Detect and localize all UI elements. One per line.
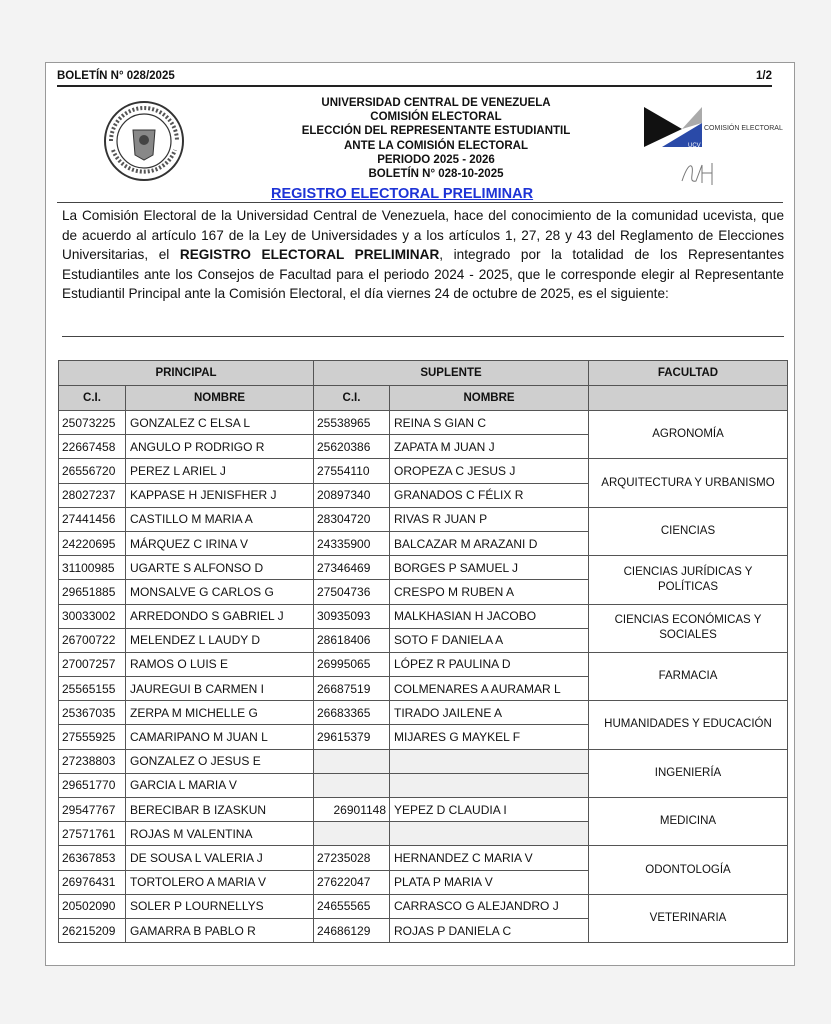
document-title: REGISTRO ELECTORAL PRELIMINAR — [271, 186, 534, 202]
suplente-ci: 28304720 — [314, 507, 390, 531]
principal-name: ZERPA M MICHELLE G — [126, 701, 314, 725]
suplente-ci: 20897340 — [314, 483, 390, 507]
svg-text:UCV: UCV — [688, 143, 701, 149]
suplente-ci: 26683365 — [314, 701, 390, 725]
principal-name: ROJAS M VALENTINA — [126, 822, 314, 846]
table-row — [59, 798, 788, 822]
document-page — [45, 62, 795, 966]
principal-name: JAUREGUI B CARMEN I — [126, 677, 314, 701]
commission-logo-icon — [642, 103, 783, 151]
suplente-ci — [314, 749, 390, 773]
university-seal-icon — [103, 100, 185, 182]
faculty-name: CIENCIAS ECONÓMICAS Y SOCIALES — [589, 604, 788, 652]
suplente-ci: 24655565 — [314, 894, 390, 918]
suplente-ci: 24686129 — [314, 918, 390, 942]
svg-text:COMISIÓN ELECTORAL: COMISIÓN ELECTORAL — [704, 125, 783, 132]
principal-name: CAMARIPANO M JUAN L — [126, 725, 314, 749]
document-top-bar — [57, 69, 772, 87]
faculty-name: INGENIERÍA — [589, 749, 788, 797]
faculty-name: FARMACIA — [589, 652, 788, 700]
principal-name: MÁRQUEZ C IRINA V — [126, 531, 314, 555]
principal-name: GAMARRA B PABLO R — [126, 918, 314, 942]
suplente-name: BORGES P SAMUEL J — [390, 556, 589, 580]
principal-name: CASTILLO M MARIA A — [126, 507, 314, 531]
suplente-ci: 25538965 — [314, 411, 390, 435]
faculty-name: CIENCIAS JURÍDICAS Y POLÍTICAS — [589, 556, 788, 604]
signature-icon — [676, 159, 726, 189]
suplente-name: TIRADO JAILENE A — [390, 701, 589, 725]
suplente-ci: 28618406 — [314, 628, 390, 652]
suplente-ci — [314, 822, 390, 846]
suplente-name: ZAPATA M JUAN J — [390, 435, 589, 459]
header-ci: C.I. — [59, 386, 126, 411]
header-line: BOLETÍN N° 028-10-2025 — [368, 168, 504, 181]
principal-ci: 27555925 — [59, 725, 126, 749]
suplente-name: RIVAS R JUAN P — [390, 507, 589, 531]
faculty-name: CIENCIAS — [589, 507, 788, 555]
page-number: 1/2 — [756, 70, 772, 82]
suplente-ci: 24335900 — [314, 531, 390, 555]
table-row — [59, 556, 788, 580]
principal-name: BERECIBAR B IZASKUN — [126, 798, 314, 822]
suplente-name — [390, 749, 589, 773]
principal-ci: 27238803 — [59, 749, 126, 773]
document-header — [226, 96, 646, 181]
faculty-name: ODONTOLOGÍA — [589, 846, 788, 894]
principal-name: UGARTE S ALFONSO D — [126, 556, 314, 580]
intro-text: La Comisión Electoral de la Universidad Central de Venezuela, hace del conocimiento de la comunidad ucevista, que de acuerdo al artículo 167 de la Ley de Universidades y a los artículos 1, 27, 28 y 43 del Reglamento de Elecciones Universitarias, el — [62, 208, 784, 262]
principal-ci: 26367853 — [59, 846, 126, 870]
suplente-name: OROPEZA C JESUS J — [390, 459, 589, 483]
suplente-name: COLMENARES A AURAMAR L — [390, 677, 589, 701]
table-row — [59, 411, 788, 435]
suplente-ci: 27235028 — [314, 846, 390, 870]
suplente-name: GRANADOS C FÉLIX R — [390, 483, 589, 507]
suplente-name: REINA S GIAN C — [390, 411, 589, 435]
principal-ci: 28027237 — [59, 483, 126, 507]
principal-name: MELENDEZ L LAUDY D — [126, 628, 314, 652]
suplente-name: CARRASCO G ALEJANDRO J — [390, 894, 589, 918]
principal-name: GONZALEZ O JESUS E — [126, 749, 314, 773]
faculty-name: AGRONOMÍA — [589, 411, 788, 459]
principal-ci: 24220695 — [59, 531, 126, 555]
faculty-name: HUMANIDADES Y EDUCACIÓN — [589, 701, 788, 749]
principal-name: TORTOLERO A MARIA V — [126, 870, 314, 894]
principal-name: MONSALVE G CARLOS G — [126, 580, 314, 604]
suplente-name: MIJARES G MAYKEL F — [390, 725, 589, 749]
table-row — [59, 846, 788, 870]
table-row — [59, 749, 788, 773]
principal-ci: 26215209 — [59, 918, 126, 942]
principal-ci: 31100985 — [59, 556, 126, 580]
suplente-ci: 26995065 — [314, 652, 390, 676]
principal-ci: 27441456 — [59, 507, 126, 531]
principal-ci: 20502090 — [59, 894, 126, 918]
intro-bold: REGISTRO ELECTORAL PRELIMINAR — [179, 247, 440, 262]
suplente-ci: 25620386 — [314, 435, 390, 459]
principal-name: PEREZ L ARIEL J — [126, 459, 314, 483]
principal-ci: 22667458 — [59, 435, 126, 459]
table-row — [59, 459, 788, 483]
suplente-name — [390, 773, 589, 797]
principal-ci: 26556720 — [59, 459, 126, 483]
suplente-ci: 26901148 — [314, 798, 390, 822]
table-row — [59, 894, 788, 918]
table-row — [59, 652, 788, 676]
faculty-name: ARQUITECTURA Y URBANISMO — [589, 459, 788, 507]
electoral-register-table — [58, 360, 788, 943]
principal-name: KAPPASE H JENISFHER J — [126, 483, 314, 507]
principal-ci: 25565155 — [59, 677, 126, 701]
suplente-name: PLATA P MARIA V — [390, 870, 589, 894]
suplente-ci: 29615379 — [314, 725, 390, 749]
faculty-name: VETERINARIA — [589, 894, 788, 942]
intro-paragraph — [62, 206, 784, 304]
principal-ci: 25073225 — [59, 411, 126, 435]
header-nombre: NOMBRE — [390, 386, 589, 411]
divider — [57, 202, 783, 203]
principal-ci: 27571761 — [59, 822, 126, 846]
header-principal: PRINCIPAL — [59, 361, 314, 386]
principal-ci: 29547767 — [59, 798, 126, 822]
header-ci: C.I. — [314, 386, 390, 411]
table-row — [59, 701, 788, 725]
boletin-number: BOLETÍN N° 028/2025 — [57, 70, 175, 82]
header-line: PERIODO 2025 - 2026 — [377, 153, 495, 166]
suplente-ci: 30935093 — [314, 604, 390, 628]
suplente-ci: 27554110 — [314, 459, 390, 483]
divider — [62, 336, 784, 337]
header-facultad: FACULTAD — [589, 361, 788, 386]
principal-name: SOLER P LOURNELLYS — [126, 894, 314, 918]
principal-name: RAMOS O LUIS E — [126, 652, 314, 676]
header-line: UNIVERSIDAD CENTRAL DE VENEZUELA — [321, 97, 551, 109]
header-empty — [589, 386, 788, 411]
principal-name: ARREDONDO S GABRIEL J — [126, 604, 314, 628]
suplente-name: BALCAZAR M ARAZANI D — [390, 531, 589, 555]
faculty-name: MEDICINA — [589, 798, 788, 846]
suplente-ci: 27504736 — [314, 580, 390, 604]
suplente-name: SOTO F DANIELA A — [390, 628, 589, 652]
suplente-name: ROJAS P DANIELA C — [390, 918, 589, 942]
table-row — [59, 507, 788, 531]
suplente-ci: 27622047 — [314, 870, 390, 894]
principal-name: GONZALEZ C ELSA L — [126, 411, 314, 435]
suplente-ci: 27346469 — [314, 556, 390, 580]
principal-name: ANGULO P RODRIGO R — [126, 435, 314, 459]
principal-ci: 26976431 — [59, 870, 126, 894]
suplente-name: HERNANDEZ C MARIA V — [390, 846, 589, 870]
header-line: ANTE LA COMISIÓN ELECTORAL — [344, 139, 528, 152]
suplente-ci — [314, 773, 390, 797]
principal-ci: 30033002 — [59, 604, 126, 628]
header-line: COMISIÓN ELECTORAL — [370, 111, 502, 124]
suplente-name: LÓPEZ R PAULINA D — [390, 652, 589, 676]
suplente-name: MALKHASIAN H JACOBO — [390, 604, 589, 628]
header-line: ELECCIÓN DEL REPRESENTANTE ESTUDIANTIL — [301, 125, 571, 138]
suplente-name — [390, 822, 589, 846]
principal-name: GARCIA L MARIA V — [126, 773, 314, 797]
table-row — [59, 604, 788, 628]
principal-name: DE SOUSA L VALERIA J — [126, 846, 314, 870]
principal-ci: 27007257 — [59, 652, 126, 676]
suplente-name: YEPEZ D CLAUDIA I — [390, 798, 589, 822]
header-nombre: NOMBRE — [126, 386, 314, 411]
principal-ci: 25367035 — [59, 701, 126, 725]
principal-ci: 29651885 — [59, 580, 126, 604]
header-suplente: SUPLENTE — [314, 361, 589, 386]
intro-text: , integrado por la totalidad de los Representantes Estudiantiles ante los Consejos de Facultad para el periodo 2024 - 2025, que le corresponde elegir al Representante Estudiantil Principal ante la Comisión Electoral, el día viernes 24 de octubre de 2025, es el siguiente: — [62, 247, 785, 301]
principal-ci: 29651770 — [59, 773, 126, 797]
principal-ci: 26700722 — [59, 628, 126, 652]
suplente-name: CRESPO M RUBEN A — [390, 580, 589, 604]
suplente-ci: 26687519 — [314, 677, 390, 701]
